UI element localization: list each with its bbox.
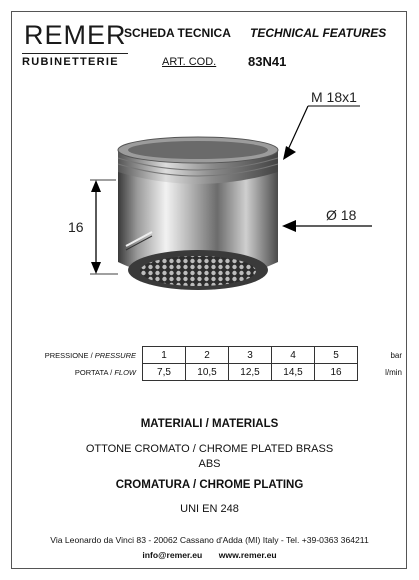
diameter-label: Ø 18 [326, 207, 357, 223]
email-link[interactable]: info@remer.eu [142, 550, 203, 560]
plating-title: CROMATURA / CHROME PLATING [115, 479, 304, 491]
material-line-2: ABS [198, 458, 221, 470]
flow-cell: 14,5 [272, 364, 315, 381]
pressure-flow-table [30, 346, 402, 381]
norm-standard: UNI EN 248 [180, 503, 239, 515]
flow-cell: 16 [315, 364, 358, 381]
pressure-cell: 5 [315, 347, 358, 364]
flow-cell: 12,5 [229, 364, 272, 381]
article-code-label: ART. COD. [162, 56, 217, 68]
flow-label: PORTATA / FLOW [74, 367, 136, 377]
header-title-it: SCHEDA TECNICA [124, 26, 231, 40]
flow-cell: 10,5 [186, 364, 229, 381]
pressure-label: PRESSIONE / PRESSURE [44, 350, 136, 360]
article-code-value: 83N41 [248, 54, 287, 69]
header-title-en: TECHNICAL FEATURES [250, 26, 387, 40]
brand-subtitle: RUBINETTERIE [22, 53, 128, 68]
pressure-unit: bar [390, 350, 402, 360]
pressure-cell: 3 [229, 347, 272, 364]
website-link[interactable]: www.remer.eu [218, 550, 277, 560]
pressure-cell: 2 [186, 347, 229, 364]
thread-leader-line [287, 106, 308, 152]
mesh-screen [140, 256, 256, 286]
materials-title: MATERIALI / MATERIALS [140, 418, 279, 430]
pressure-row [30, 347, 402, 364]
pressure-cell: 4 [272, 347, 315, 364]
flow-cell: 7,5 [143, 364, 186, 381]
company-address: Via Leonardo da Vinci 83 - 20062 Cassano d'Adda (MI) Italy - Tel. +39-0363 364211 [50, 535, 369, 545]
brand-logo: REMER [24, 20, 127, 50]
contact-info [0, 550, 419, 560]
flow-row [30, 364, 402, 381]
material-line-1: OTTONE CROMATO / CHROME PLATED BRASS [85, 443, 334, 455]
flow-unit: l/min [385, 367, 402, 377]
pressure-cell: 1 [143, 347, 186, 364]
thread-label: M 18x1 [311, 89, 357, 105]
height-label: 16 [68, 219, 84, 235]
